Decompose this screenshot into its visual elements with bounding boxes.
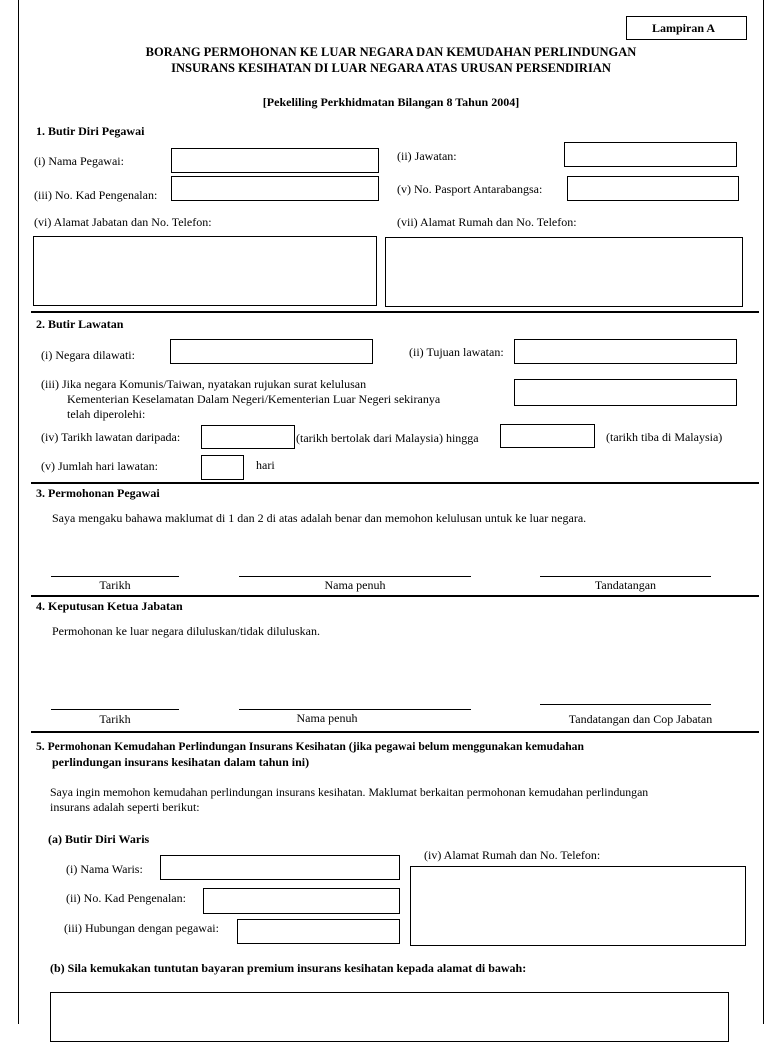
section3-statement: Saya mengaku bahawa maklumat di 1 dan 2 di atas adalah benar dan memohon kelulusan untuk ke luar negara. [52, 511, 587, 525]
section5-intro-line1: Saya ingin memohon kemudahan perlindungan insurans kesihatan. Maklumat berkaitan permohonan kemudahan perlindungan [50, 785, 649, 799]
rujukan-surat-input[interactable] [514, 379, 737, 406]
tarikh-daripada-input[interactable] [201, 425, 295, 449]
kad-pengenalan-label: (iii) No. Kad Pengenalan: [34, 188, 158, 202]
tuntutan-heading: (b) Sila kemukakan tuntutan bayaran premium insurans kesihatan kepada alamat di bawah: [50, 961, 527, 975]
hubungan-input[interactable] [237, 919, 400, 944]
section4-statement: Permohonan ke luar negara diluluskan/tidak diluluskan. [52, 624, 320, 638]
form-page [18, 0, 764, 1024]
section4-heading: 4. Keputusan Ketua Jabatan [36, 599, 183, 613]
section2-heading: 2. Butir Lawatan [36, 317, 124, 331]
tujuan-label: (ii) Tujuan lawatan: [409, 345, 504, 359]
tandatangan-line-3[interactable] [540, 576, 711, 577]
kad-waris-label: (ii) No. Kad Pengenalan: [66, 891, 186, 905]
tarikh-line-3[interactable] [51, 576, 179, 577]
tarikh-lawatan-label: (iv) Tarikh lawatan daripada: [41, 430, 181, 444]
hari-text: hari [256, 458, 275, 472]
tarikh-label-3: Tarikh [99, 578, 131, 592]
nama-penuh-line-3[interactable] [239, 576, 471, 577]
negara-input[interactable] [170, 339, 373, 364]
tandatangan-label-3: Tandatangan [594, 578, 657, 592]
jawatan-input[interactable] [564, 142, 737, 167]
tarikh-label-4: Tarikh [99, 712, 131, 726]
alamat-rumah-label: (vii) Alamat Rumah dan No. Telefon: [397, 215, 577, 229]
tarikh-line-4[interactable] [51, 709, 179, 710]
negara-label: (i) Negara dilawati: [41, 348, 135, 362]
tandatangan-label-4: Tandatangan dan Cop Jabatan [568, 712, 713, 726]
section5-heading-line2: perlindungan insurans kesihatan dalam tahun ini) [52, 755, 310, 769]
alamat-rumah-input[interactable] [385, 237, 743, 307]
alamat-jabatan-label: (vi) Alamat Jabatan dan No. Telefon: [34, 215, 212, 229]
nama-waris-input[interactable] [160, 855, 400, 880]
section-divider-3 [31, 595, 759, 597]
alamat-jabatan-input[interactable] [33, 236, 377, 306]
form-title-line1: BORANG PERMOHONAN KE LUAR NEGARA DAN KEMUDAHAN PERLINDUNGAN [145, 45, 637, 59]
section5-heading-line1: 5. Permohonan Kemudahan Perlindungan Insurans Kesihatan (jika pegawai belum menggunakan kemudahan [36, 740, 584, 753]
nama-penuh-label-4: Nama penuh [296, 711, 358, 725]
jawatan-label: (ii) Jawatan: [397, 149, 457, 163]
butir-diri-waris-heading: (a) Butir Diri Waris [48, 832, 150, 846]
hubungan-label: (iii) Hubungan dengan pegawai: [64, 921, 219, 935]
form-subtitle: [Pekeliling Perkhidmatan Bilangan 8 Tahun 2004] [262, 95, 520, 109]
alamat-waris-input[interactable] [410, 866, 746, 946]
alamat-waris-label: (iv) Alamat Rumah dan No. Telefon: [424, 848, 601, 862]
komunis-label-line3: telah diperolehi: [67, 407, 146, 421]
tiba-text: (tarikh tiba di Malaysia) [606, 430, 723, 444]
tujuan-input[interactable] [514, 339, 737, 364]
section-divider-1 [31, 311, 759, 313]
kad-pengenalan-input[interactable] [171, 176, 379, 201]
section-divider-4 [31, 731, 759, 733]
form-title-line2: INSURANS KESIHATAN DI LUAR NEGARA ATAS URUSAN PERSENDIRIAN [171, 61, 611, 75]
jumlah-hari-label: (v) Jumlah hari lawatan: [41, 459, 158, 473]
alamat-tuntutan-input[interactable] [50, 992, 729, 1042]
pasport-input[interactable] [567, 176, 739, 201]
tandatangan-line-4[interactable] [540, 704, 711, 705]
jumlah-hari-input[interactable] [201, 455, 244, 480]
bertolak-text: (tarikh bertolak dari Malaysia) hingga [296, 431, 479, 445]
section5-intro-line2: insurans adalah seperti berikut: [50, 800, 200, 814]
komunis-label-line2: Kementerian Keselamatan Dalam Negeri/Kementerian Luar Negeri sekiranya [67, 392, 441, 406]
tarikh-hingga-input[interactable] [500, 424, 595, 448]
nama-pegawai-input[interactable] [171, 148, 379, 173]
komunis-label-line1: (iii) Jika negara Komunis/Taiwan, nyatakan rujukan surat kelulusan [41, 377, 367, 391]
section-divider-2 [31, 482, 759, 484]
kad-waris-input[interactable] [203, 888, 400, 914]
section1-heading: 1. Butir Diri Pegawai [36, 124, 145, 138]
nama-waris-label: (i) Nama Waris: [66, 862, 143, 876]
pasport-label: (v) No. Pasport Antarabangsa: [397, 182, 543, 196]
nama-penuh-label-3: Nama penuh [324, 578, 386, 592]
lampiran-label: Lampiran A [652, 21, 716, 35]
nama-pegawai-label: (i) Nama Pegawai: [34, 154, 124, 168]
nama-penuh-line-4[interactable] [239, 709, 471, 710]
section3-heading: 3. Permohonan Pegawai [36, 486, 160, 500]
